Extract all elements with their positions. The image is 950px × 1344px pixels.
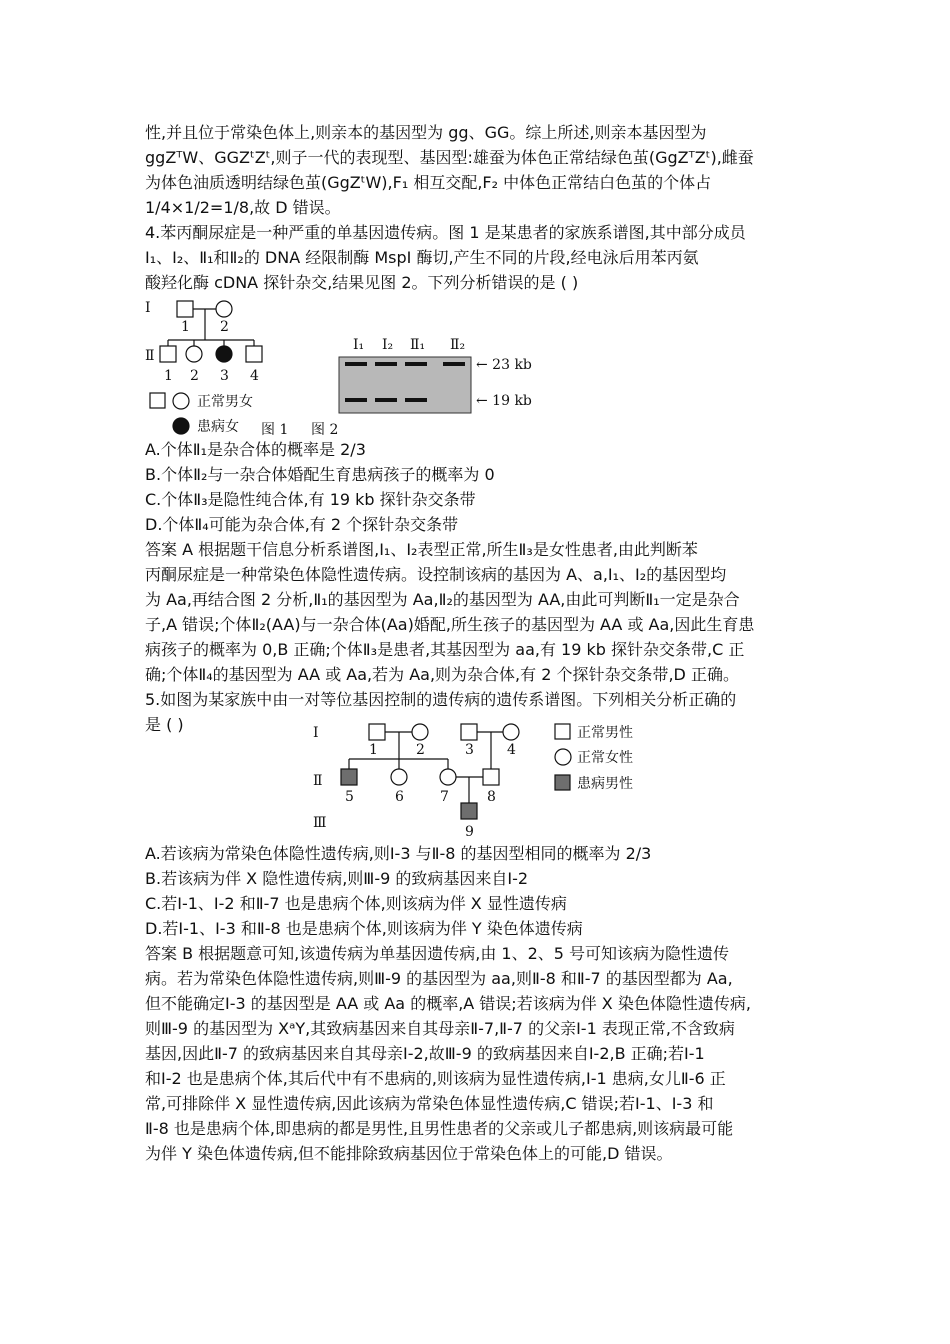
answer-line: 和Ⅰ-2 也是患病个体,其后代中有不患病的,则该病为显性遗传病,Ⅰ-1 患病,女儿Ⅱ-6 正 bbox=[145, 1069, 726, 1088]
band-23kb-label: ← 23 kb bbox=[476, 357, 532, 373]
answer-line: 则Ⅲ-9 的基因型为 XᵃY,其致病基因来自其母亲Ⅱ-7,Ⅱ-7 的父亲Ⅰ-1 表现正常,不含致病 bbox=[145, 1019, 735, 1038]
answer-line: 答案 A 根据题干信息分析系谱图,Ⅰ₁、Ⅰ₂表型正常,所生Ⅱ₃是女性患者,由此判断苯 bbox=[145, 540, 698, 559]
gen-label-1: Ⅰ bbox=[313, 725, 319, 741]
answer-line: 为伴 Y 染色体遗传病,但不能排除致病基因位于常染色体上的可能,D 错误。 bbox=[145, 1144, 673, 1163]
answer-line: 常,可排除伴 X 显性遗传病,因此该病为常染色体显性遗传病,C 错误;若Ⅰ-1、Ⅰ-3 和 bbox=[145, 1094, 714, 1113]
individual-number: 3 bbox=[465, 742, 474, 758]
individual-number: 4 bbox=[250, 368, 259, 384]
q4-stem-line: Ⅰ₁、Ⅰ₂、Ⅱ₁和Ⅱ₂的 DNA 经限制酶 MspI 酶切,产生不同的片段,经电泳后用苯丙氨 bbox=[145, 248, 699, 267]
male-normal-symbol bbox=[160, 346, 176, 362]
individual-number: 1 bbox=[369, 742, 378, 758]
answer-line: 基因,因此Ⅱ-7 的致病基因来自其母亲Ⅰ-2,故Ⅲ-9 的致病基因来自Ⅰ-2,B 正确;若Ⅰ-1 bbox=[145, 1044, 705, 1063]
band-19kb bbox=[345, 398, 367, 402]
q4-stem-line: 4.苯丙酮尿症是一种严重的单基因遗传病。图 1 是某患者的家族系谱图,其中部分成员 bbox=[145, 223, 746, 242]
answer-line: 病孩子的概率为 0,B 正确;个体Ⅱ₃是患者,其基因型为 aa,有 19 kb 探针杂交条带,C 正 bbox=[145, 640, 745, 659]
lane-label: Ⅰ₂ bbox=[382, 337, 394, 353]
band-23kb bbox=[405, 362, 427, 366]
male-normal-symbol bbox=[461, 724, 477, 740]
male-normal-symbol bbox=[246, 346, 262, 362]
individual-number: 6 bbox=[395, 789, 404, 805]
answer-line: 确;个体Ⅱ₄的基因型为 AA 或 Aa,若为 Aa,则为杂合体,有 2 个探针杂交条带,D 正确。 bbox=[145, 665, 739, 684]
q4-option-c: C.个体Ⅱ₃是隐性纯合体,有 19 kb 探针杂交条带 bbox=[145, 490, 476, 509]
answer-line: 为 Aa,再结合图 2 分析,Ⅱ₁的基因型为 Aa,Ⅱ₂的基因型为 AA,由此可判断Ⅱ₁一定是杂合 bbox=[145, 590, 740, 609]
female-normal-symbol bbox=[412, 724, 428, 740]
q4-answer bbox=[145, 537, 815, 687]
male-normal-symbol bbox=[483, 769, 499, 785]
question-4 bbox=[145, 220, 815, 687]
female-normal-symbol bbox=[391, 769, 407, 785]
band-19kb-label: ← 19 kb bbox=[476, 393, 532, 409]
answer-line: 答案 B 根据题意可知,该遗传病为单基因遗传病,由 1、2、5 号可知该病为隐性遗传 bbox=[145, 944, 730, 963]
answer-line: Ⅱ-8 也是患病个体,即患病的都是男性,且男性患者的父亲或儿子都患病,则该病最可能 bbox=[145, 1119, 734, 1138]
legend-female-label: 正常女性 bbox=[577, 750, 633, 766]
q5-stem-line: 5.如图为某家族中由一对等位基因控制的遗传病的遗传系谱图。下列相关分析正确的 bbox=[145, 690, 737, 709]
figure-2-caption: 图 2 bbox=[311, 422, 339, 437]
individual-number: 9 bbox=[465, 824, 474, 840]
individual-number: 2 bbox=[416, 742, 425, 758]
answer-line: 病。若为常染色体隐性遗传病,则Ⅲ-9 的基因型为 aa,则Ⅱ-8 和Ⅱ-7 的基因型都为 Aa, bbox=[145, 969, 733, 988]
band-23kb bbox=[345, 362, 367, 366]
individual-number: 5 bbox=[345, 789, 354, 805]
q5-option-b: B.若该病为伴 X 隐性遗传病,则Ⅲ-9 的致病基因来自Ⅰ-2 bbox=[145, 869, 529, 888]
female-normal-symbol bbox=[216, 301, 232, 317]
individual-number: 8 bbox=[487, 789, 496, 805]
individual-number: 4 bbox=[507, 742, 516, 758]
document-page bbox=[145, 120, 815, 1166]
individual-number: 3 bbox=[220, 368, 229, 384]
q5-option-d: D.若Ⅰ-1、Ⅰ-3 和Ⅱ-8 也是患病个体,则该病为伴 Y 染色体遗传病 bbox=[145, 919, 583, 938]
answer-line: 丙酮尿症是一种常染色体隐性遗传病。设控制该病的基因为 A、a,Ⅰ₁、Ⅰ₂的基因型均 bbox=[145, 565, 727, 584]
individual-number: 1 bbox=[164, 368, 173, 384]
q4-option-b: B.个体Ⅱ₂与一杂合体婚配生育患病孩子的概率为 0 bbox=[145, 465, 495, 484]
lane-label: Ⅱ₂ bbox=[450, 337, 466, 353]
legend-affected-label: 患病男性 bbox=[577, 776, 633, 792]
text-line: ggZᵀW、GGZᵗZᵗ,则子一代的表现型、基因型:雄蚕为体色正常结绿色茧(GgZᵀZᵗ),雌蚕 bbox=[145, 148, 754, 167]
gen-label-3: Ⅲ bbox=[313, 815, 327, 831]
individual-number: 7 bbox=[440, 789, 449, 805]
male-affected-symbol bbox=[461, 803, 477, 819]
legend-affected-label: 患病女 bbox=[197, 419, 239, 435]
gen-label-2: Ⅱ bbox=[313, 773, 323, 789]
individual-number: 2 bbox=[190, 368, 199, 384]
lane-label: Ⅱ₁ bbox=[410, 337, 426, 353]
gen-label-2: Ⅱ bbox=[145, 348, 155, 364]
legend-female-symbol bbox=[555, 749, 571, 765]
q5-stem-line: 是 ( ) bbox=[145, 715, 184, 734]
text-line: 为体色油质透明结绿色茧(GgZᵗW),F₁ 相互交配,F₂ 中体色正常结白色茧的个体占 bbox=[145, 173, 712, 192]
male-normal-symbol bbox=[177, 301, 193, 317]
answer-line: 子,A 错误;个体Ⅱ₂(AA)与一杂合体(Aa)婚配,所生孩子的基因型为 AA 或 Aa,因此生育患 bbox=[145, 615, 755, 634]
individual-number: 1 bbox=[181, 319, 190, 335]
figure-1-caption: 图 1 bbox=[261, 422, 289, 437]
lane-label: Ⅰ₁ bbox=[353, 337, 365, 353]
q4-figures bbox=[145, 295, 545, 437]
text-line: 1/4×1/2=1/8,故 D 错误。 bbox=[145, 198, 341, 217]
male-normal-symbol bbox=[369, 724, 385, 740]
q4-option-d: D.个体Ⅱ₄可能为杂合体,有 2 个探针杂交条带 bbox=[145, 515, 459, 534]
legend-affected-symbol bbox=[555, 775, 570, 790]
female-normal-symbol bbox=[503, 724, 519, 740]
legend-male-symbol bbox=[555, 724, 570, 739]
legend-male-symbol bbox=[150, 393, 165, 408]
individual-number: 2 bbox=[220, 319, 229, 335]
band-19kb bbox=[375, 398, 397, 402]
text-line: 性,并且位于常染色体上,则亲本的基因型为 gg、GG。综上所述,则亲本基因型为 bbox=[145, 123, 707, 142]
legend-normal-label: 正常男女 bbox=[197, 394, 253, 410]
female-normal-symbol bbox=[186, 346, 202, 362]
q5-option-a: A.若该病为常染色体隐性遗传病,则Ⅰ-3 与Ⅱ-8 的基因型相同的概率为 2/3 bbox=[145, 844, 652, 863]
legend-female-symbol bbox=[173, 393, 189, 409]
band-19kb bbox=[405, 398, 427, 402]
q5-answer bbox=[145, 941, 815, 1166]
gen-label-1: Ⅰ bbox=[145, 300, 151, 316]
male-affected-symbol bbox=[341, 769, 357, 785]
q4-option-a: A.个体Ⅱ₁是杂合体的概率是 2/3 bbox=[145, 440, 366, 459]
band-23kb bbox=[443, 362, 465, 366]
q4-stem-line: 酸羟化酶 cDNA 探针杂交,结果见图 2。下列分析错误的是 ( ) bbox=[145, 273, 579, 292]
answer-line: 但不能确定Ⅰ-3 的基因型是 AA 或 Aa 的概率,A 错误;若该病为伴 X 染色体隐性遗传病, bbox=[145, 994, 751, 1013]
band-23kb bbox=[375, 362, 397, 366]
intro-paragraph bbox=[145, 120, 815, 220]
female-affected-symbol bbox=[216, 346, 232, 362]
question-5 bbox=[145, 687, 815, 1166]
legend-male-label: 正常男性 bbox=[577, 725, 633, 741]
female-normal-symbol bbox=[440, 769, 456, 785]
q5-pedigree bbox=[145, 719, 815, 841]
q5-option-c: C.若Ⅰ-1、Ⅰ-2 和Ⅱ-7 也是患病个体,则该病为伴 X 显性遗传病 bbox=[145, 894, 567, 913]
legend-affected-symbol bbox=[173, 418, 189, 434]
